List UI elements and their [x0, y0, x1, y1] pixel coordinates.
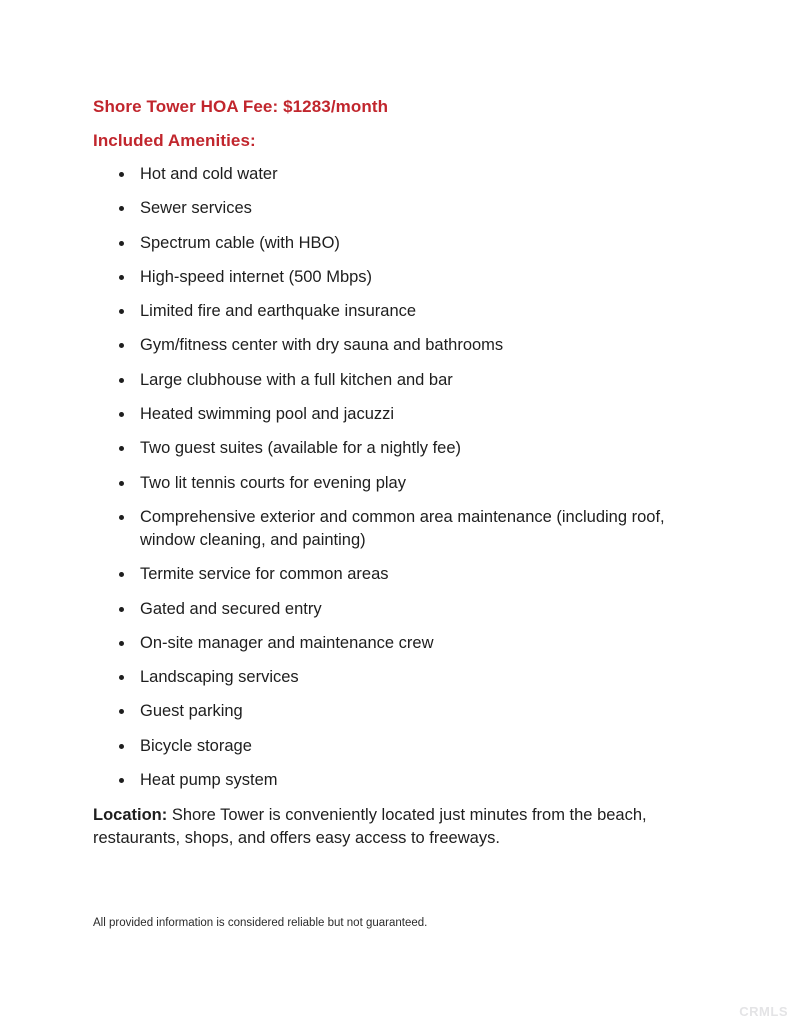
list-item: [93, 266, 699, 289]
list-item-label: High-speed internet (500 Mbps): [140, 267, 373, 286]
location-text: Shore Tower is conveniently located just minutes from the beach, restaurants, shops, and offers easy access to freeways.: [93, 805, 647, 847]
list-item: [93, 300, 699, 323]
list-item: [93, 334, 699, 357]
list-item: [93, 232, 699, 255]
document-content: [93, 95, 699, 850]
list-item-label: Gated and secured entry: [140, 599, 322, 618]
list-item-label: Two lit tennis courts for evening play: [140, 473, 406, 492]
bullet-icon: [119, 572, 124, 577]
list-item-label: Bicycle storage: [140, 736, 252, 755]
location-label: Location:: [93, 805, 168, 824]
list-item-label: Comprehensive exterior and common area maintenance (including roof, window cleaning, and painting): [140, 507, 665, 549]
bullet-icon: [119, 378, 124, 383]
list-item: [93, 472, 699, 495]
bullet-icon: [119, 343, 124, 348]
list-item: [93, 403, 699, 426]
list-item-label: Gym/fitness center with dry sauna and bathrooms: [140, 336, 504, 355]
list-item: [93, 197, 699, 220]
bullet-icon: [119, 778, 124, 783]
list-item-label: Landscaping services: [140, 668, 299, 687]
list-item-label: Guest parking: [140, 702, 243, 721]
bullet-icon: [119, 515, 124, 520]
list-item: [93, 700, 699, 723]
list-item-label: Heated swimming pool and jacuzzi: [140, 405, 395, 424]
list-item: [93, 598, 699, 621]
list-item-label: On-site manager and maintenance crew: [140, 633, 434, 652]
list-item-label: Two guest suites (available for a nightly fee): [140, 439, 462, 458]
bullet-icon: [119, 446, 124, 451]
bullet-icon: [119, 172, 124, 177]
list-item: [93, 437, 699, 460]
list-item-label: Sewer services: [140, 199, 252, 218]
amenities-list: [93, 163, 699, 792]
bullet-icon: [119, 607, 124, 612]
bullet-icon: [119, 275, 124, 280]
bullet-icon: [119, 412, 124, 417]
bullet-icon: [119, 744, 124, 749]
list-item: [93, 735, 699, 758]
list-item: [93, 369, 699, 392]
list-item-label: Spectrum cable (with HBO): [140, 233, 340, 252]
list-item: [93, 632, 699, 655]
list-item-label: Large clubhouse with a full kitchen and bar: [140, 370, 453, 389]
disclaimer-text: All provided information is considered reliable but not guaranteed.: [93, 917, 428, 929]
bullet-icon: [119, 675, 124, 680]
list-item: [93, 163, 699, 186]
list-item: [93, 769, 699, 792]
bullet-icon: [119, 206, 124, 211]
included-amenities-heading: Included Amenities:: [93, 131, 256, 150]
bullet-icon: [119, 309, 124, 314]
list-item: [93, 563, 699, 586]
bullet-icon: [119, 709, 124, 714]
list-item: [93, 506, 699, 552]
location-paragraph: [93, 804, 699, 850]
list-item-label: Hot and cold water: [140, 165, 278, 183]
list-item-label: Heat pump system: [140, 771, 278, 790]
bullet-icon: [119, 641, 124, 646]
list-item-label: Termite service for common areas: [140, 565, 389, 584]
list-item: [93, 666, 699, 689]
list-item-label: Limited fire and earthquake insurance: [140, 302, 417, 321]
bullet-icon: [119, 481, 124, 486]
bullet-icon: [119, 241, 124, 246]
hoa-fee-heading: Shore Tower HOA Fee: $1283/month: [93, 97, 389, 116]
crmls-watermark: CRMLS: [739, 1004, 788, 1019]
